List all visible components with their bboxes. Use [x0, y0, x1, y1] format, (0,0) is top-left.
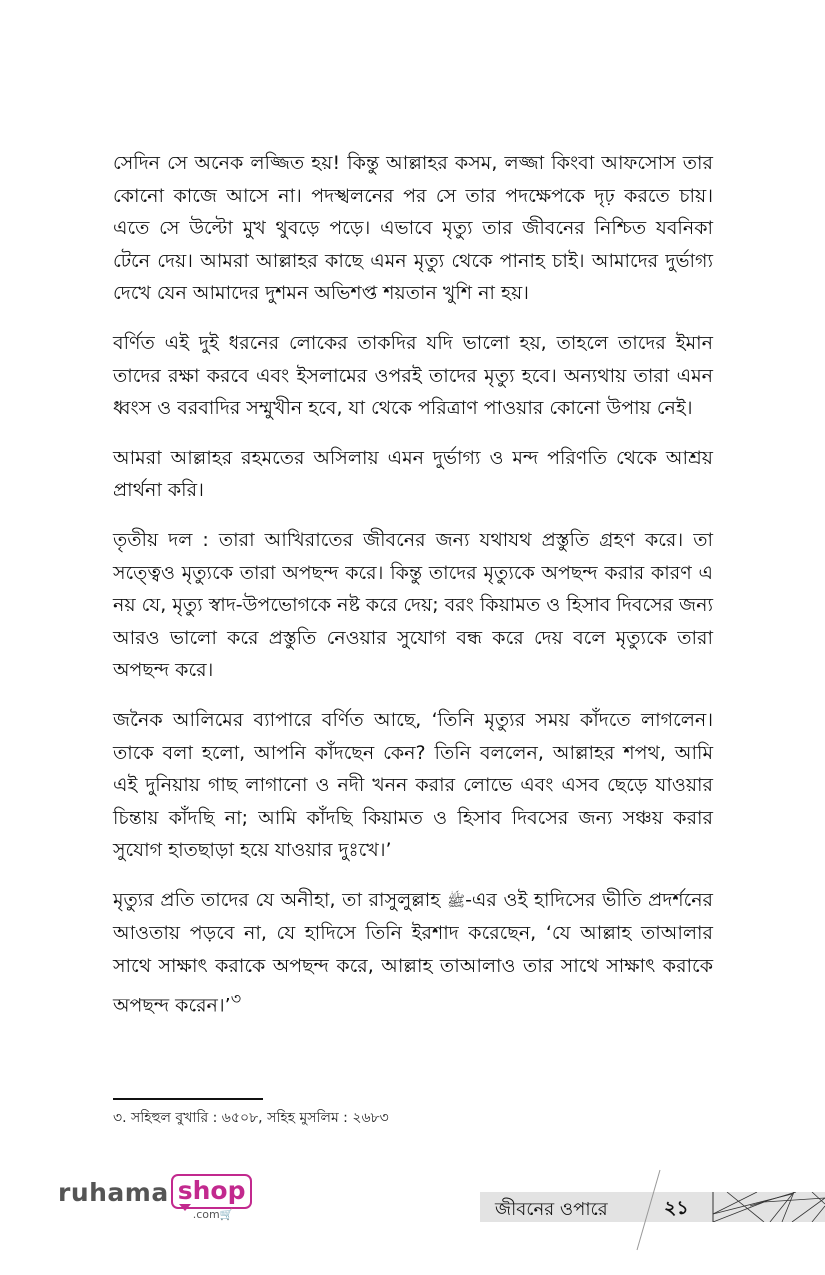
logo-text-ruhama: ruhama [58, 1178, 169, 1207]
paragraph: বর্ণিত এই দুই ধরনের লোকের তাকদির যদি ভালো হয়, তাহলে তাদের ইমান তাদের রক্ষা করবে এবং ইসলামের ওপরই তাদের মৃত্যু হবে। অন্যথায় তারা এমন ধ্বংস ও বরবাদির সম্মুখীন হবে, যা থেকে পরিত্রাণ পাওয়ার কোনো উপায় নেই। [113, 331, 713, 420]
logo-text-shop: shop [171, 1174, 253, 1209]
geometric-pattern-icon [712, 1192, 825, 1222]
body-text [113, 147, 713, 1039]
salawat-icon: ﷺ [446, 891, 466, 910]
paragraph-text: মৃত্যুর প্রতি তাদের যে অনীহা, তা রাসুলুল্লাহ [113, 888, 447, 911]
paragraph-text: -এর ওই হাদিসের ভীতি প্রদর্শনের আওতায় পড়বে না, যে হাদিসে তিনি ইরশাদ করেছেন, ‘যে আল্লাহ তাআলার সাথে সাক্ষাৎ করাকে অপছন্দ করে, আল্লাহ তাআলাও তার সাথে সাক্ষাৎ করাকে অপছন্দ করেন।’ [113, 888, 714, 1016]
footnote: ৩. সহিহুল বুখারি : ৬৫০৮, সহিহ মুসলিম : ২৬৮৩ [113, 1110, 389, 1126]
logo-shop-badge [171, 1174, 253, 1221]
speech-bubble-tail-icon [179, 1204, 191, 1211]
page-number: ২১ [664, 1197, 689, 1219]
footnote-divider [113, 1098, 263, 1100]
paragraph: জনৈক আলিমের ব্যাপারে বর্ণিত আছে, ‘তিনি মৃত্যুর সময় কাঁদতে লাগলেন। তাকে বলা হলো, আপনি কাঁদছেন কেন? তিনি বললেন, আল্লাহর শপথ, আমি এই দুনিয়ায় গাছ লাগানো ও নদী খনন করার লোভে এবং এসব ছেড়ে যাওয়ার চিন্তায় কাঁদছি না; আমি কাঁদছি কিয়ামত ও হিসাব দিবসের জন্য সঞ্চয় করার সুযোগ হাতছাড়া হয়ে যাওয়ার দুঃখে।’ [113, 708, 713, 862]
ruhamashop-logo [58, 1174, 252, 1221]
paragraph: সেদিন সে অনেক লজ্জিত হয়! কিন্তু আল্লাহর কসম, লজ্জা কিংবা আফসোস তার কোনো কাজে আসে না। পদস্খলনের পর সে তার পদক্ষেপকে দৃঢ় করতে চায়। এতে সে উল্টো মুখ থুবড়ে পড়ে। এভাবে মৃত্যু তার জীবনের নিশ্চিত যবনিকা টেনে দেয়। আমরা আল্লাহর কাছে এমন মৃত্যু থেকে পানাহ চাই। আমাদের দুর্ভাগ্য দেখে যেন আমাদের দুশমন অভিশপ্ত শয়তান খুশি না হয়। [113, 152, 713, 305]
paragraph: আমরা আল্লাহর রহমতের অসিলায় এমন দুর্ভাগ্য ও মন্দ পরিণতি থেকে আশ্রয় প্রার্থনা করি। [113, 446, 713, 502]
paragraph: তৃতীয় দল : তারা আখিরাতের জীবনের জন্য যথাযথ প্রস্তুতি গ্রহণ করে। তা সত্ত্বেও মৃত্যুকে তারা অপছন্দ করে। কিন্তু তাদের মৃত্যুকে অপছন্দ করার কারণ এ নয় যে, মৃত্যু স্বাদ-উপভোগকে নষ্ট করে দেয়; বরং কিয়ামত ও হিসাব দিবসের জন্য আরও ভালো করে প্রস্তুতি নেওয়ার সুযোগ বন্ধ করে দেয় বলে মৃত্যুকে তারা অপছন্দ করে। [113, 528, 713, 682]
logo-text-com: .com🛒 [192, 1208, 234, 1221]
paragraph-last [113, 884, 713, 1022]
running-footer-title: জীবনের ওপারে [495, 1199, 608, 1220]
footnote-marker[interactable]: ৩ [230, 988, 241, 1008]
